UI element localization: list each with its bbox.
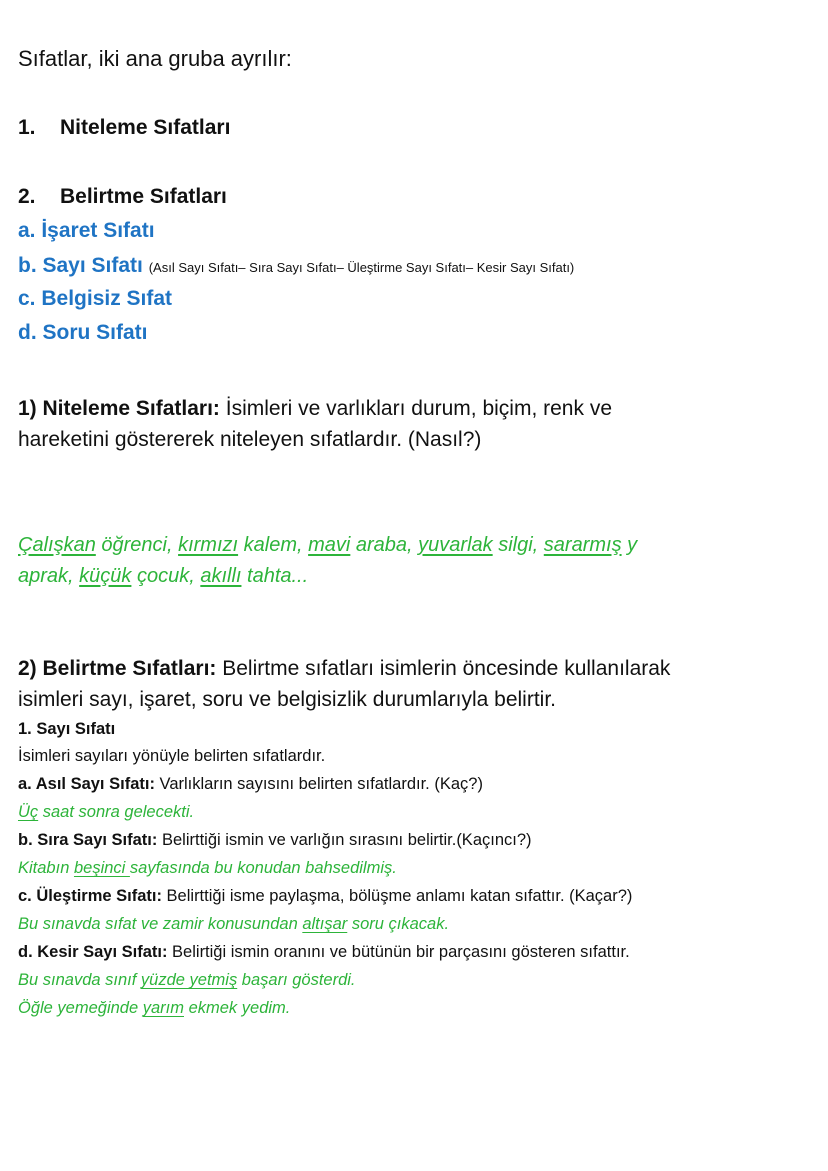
asil-sayi-label: a. Asıl Sayı Sıfatı: [18,775,155,793]
example-word: küçük [79,565,132,587]
niteleme-examples [18,530,637,592]
example-text: silgi, [492,534,544,556]
sub-list-item-isaret: a. İşaret Sıfatı [18,219,155,242]
asil-sayi-definition [18,775,483,794]
sub-list-item-soru: d. Soru Sıfatı [18,321,148,344]
sayi-description: İsimleri sayıları yönüyle belirten sıfatlardır. [18,747,326,765]
list-number: 1. [18,116,36,139]
belirtme-text-2: isimleri sayı, işaret, soru ve belgisizlik durumlarıyla belirtir. [18,688,556,711]
example-word: yüzde yetmiş [140,971,238,989]
example-word: yuvarlak [418,534,493,556]
example-text: ekmek yedim. [184,999,291,1017]
niteleme-definition [18,393,612,455]
asil-sayi-example [18,803,194,822]
sub-list-note: (Asıl Sayı Sıfatı– Sıra Sayı Sıfatı– Üleştirme Sayı Sıfatı– Kesir Sayı Sıfatı) [148,260,575,275]
example-text: araba, [350,534,419,556]
belirtme-heading: 2) Belirtme Sıfatları: [18,657,217,680]
example-text: öğrenci, [95,534,179,556]
niteleme-text-2: hareketini göstererek niteleyen sıfatlardır. (Nasıl?) [18,428,482,451]
example-text: çocuk, [131,565,201,587]
sira-sayi-text: Belirttiği ismin ve varlığın sırasını belirtir.(Kaçıncı?) [157,831,532,849]
sub-list-item-sayi [18,254,574,278]
example-text: Kitabın [18,859,74,877]
ulestirme-label: c. Üleştirme Sıfatı: [18,887,162,905]
example-text: aprak, [18,565,80,587]
example-text: y [621,534,638,556]
example-word: beşinci [73,859,130,877]
example-word: yarım [142,999,184,1017]
example-text: başarı gösterdi. [237,971,356,989]
list-number: 2. [18,185,36,208]
kesir-sayi-definition [18,943,630,962]
example-word: Çalışkan [18,534,96,556]
kesir-sayi-label: d. Kesir Sayı Sıfatı: [18,943,168,961]
list-label: Belirtme Sıfatları [60,185,227,208]
example-text: Öğle yemeğinde [18,999,143,1017]
sira-sayi-example [18,859,397,878]
main-list-item-belirtme [18,185,227,209]
asil-sayi-text: Varlıkların sayısını belirten sıfatlardır. (Kaç?) [154,775,483,793]
kesir-sayi-example-1 [18,971,356,990]
list-label: Niteleme Sıfatları [60,116,231,139]
example-text: soru çıkacak. [347,915,450,933]
example-text: sayfasında bu konudan bahsedilmiş. [129,859,397,877]
example-text: Bu sınavda sınıf [18,971,141,989]
ulestirme-definition [18,887,632,906]
niteleme-heading: 1) Niteleme Sıfatları: [18,397,220,420]
sub-list-item-belgisiz: c. Belgisiz Sıfat [18,287,173,310]
intro-text: Sıfatlar, iki ana gruba ayrılır: [18,46,292,71]
example-text: Bu sınavda sıfat ve zamir konusundan [18,915,303,933]
example-word: sararmış [543,534,622,556]
example-text: tahta... [241,565,309,587]
ulestirme-example [18,915,449,934]
main-list-item-niteleme [18,116,230,140]
example-text: saat sonra gelecekti. [38,803,195,821]
belirtme-definition [18,653,670,715]
example-word: kırmızı [178,534,239,556]
example-text: kalem, [238,534,309,556]
kesir-sayi-example-2 [18,999,290,1018]
sira-sayi-definition [18,831,532,850]
sayi-heading: 1. Sayı Sıfatı [18,720,116,738]
example-word: altışar [302,915,348,933]
kesir-sayi-text: Belirtiği ismin oranını ve bütünün bir parçasını gösteren sıfattır. [167,943,630,961]
belirtme-text-1: Belirtme sıfatları isimlerin öncesinde kullanılarak [216,657,671,680]
example-word: Üç [18,803,39,821]
niteleme-text-1: İsimleri ve varlıkları durum, biçim, renk ve [219,397,612,420]
sub-list-label: b. Sayı Sıfatı [18,254,143,277]
ulestirme-text: Belirttiği isme paylaşma, bölüşme anlamı katan sıfattır. (Kaçar?) [161,887,633,905]
example-word: akıllı [200,565,242,587]
example-word: mavi [308,534,351,556]
sira-sayi-label: b. Sıra Sayı Sıfatı: [18,831,158,849]
